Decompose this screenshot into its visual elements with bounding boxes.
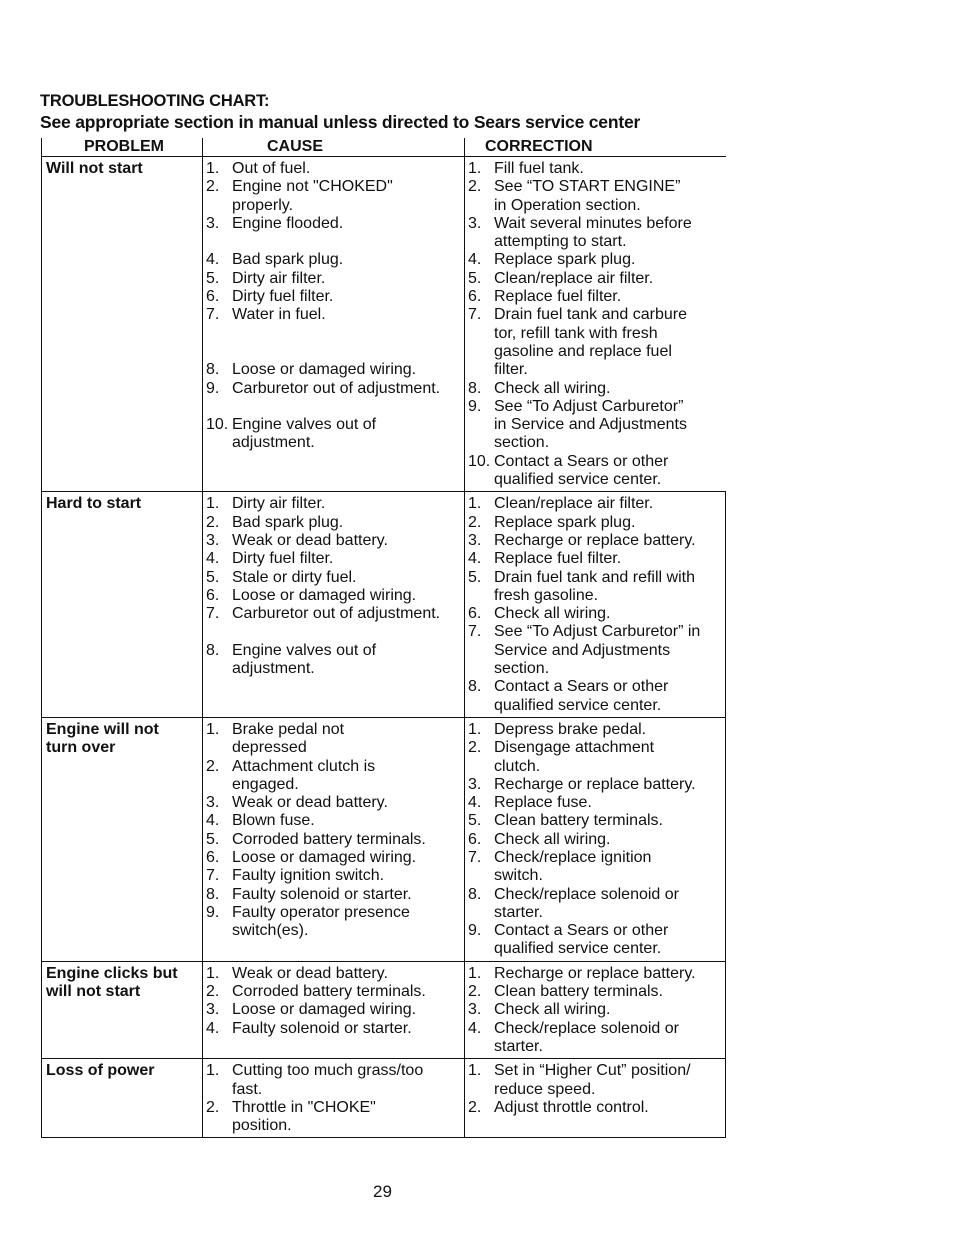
- item-text: Recharge or replace battery.: [494, 964, 696, 982]
- item-text: Disengage attachment clutch.: [494, 739, 655, 775]
- item-number: 4.: [468, 550, 482, 568]
- item-number: 3.: [468, 775, 482, 793]
- correction-item: [468, 270, 726, 288]
- item-text: Water in fuel.: [232, 306, 326, 324]
- item-text: Drain fuel tank and carbure tor, refill tank with fresh gasoline and replace fuel filter.: [494, 306, 687, 379]
- item-number: 4.: [468, 794, 482, 812]
- correction-item: [468, 550, 725, 568]
- item-number: 8.: [468, 885, 482, 903]
- header-problem: PROBLEM: [42, 138, 203, 157]
- item-number: 7.: [206, 306, 220, 324]
- item-text: Dirty fuel filter.: [232, 288, 334, 306]
- item-text: [232, 325, 464, 362]
- item-text: Check/replace ignition switch.: [494, 848, 652, 885]
- item-text: Wait several minutes before attempting to start.: [494, 214, 692, 251]
- item-number: 1.: [206, 1062, 220, 1080]
- problem-cell: [42, 1059, 203, 1138]
- table-row: [42, 1059, 726, 1138]
- item-number: 7.: [206, 867, 220, 885]
- correction-item: [468, 306, 726, 379]
- cause-item: [206, 416, 464, 453]
- item-text: Recharge or replace battery.: [494, 775, 696, 793]
- item-text: Contact a Sears or other qualified service center.: [494, 922, 669, 958]
- item-text: Set in “Higher Cut” position/ reduce speed.: [494, 1062, 691, 1098]
- item-text: Replace fuel filter.: [494, 288, 622, 306]
- correction-item: [468, 623, 725, 678]
- item-text: Clean battery terminals.: [494, 812, 663, 830]
- correction-item: [468, 514, 725, 532]
- cause-item: [206, 794, 464, 812]
- cause-item: [206, 215, 464, 233]
- correction-item: [468, 178, 726, 215]
- item-number: 1.: [468, 495, 482, 513]
- item-number: 2.: [206, 178, 220, 196]
- header-cause: CAUSE: [203, 138, 465, 157]
- page-title: TROUBLESHOOTING CHART:: [40, 92, 270, 110]
- item-text: Loose or damaged wiring.: [232, 848, 417, 866]
- correction-item: [468, 605, 725, 623]
- cause-item: [206, 904, 464, 941]
- cause-item: [206, 325, 464, 362]
- item-number: 4.: [206, 251, 220, 269]
- correction-item: [468, 532, 725, 550]
- item-text: Faulty operator presence switch(es).: [232, 903, 410, 940]
- correction-item: [468, 831, 725, 849]
- cause-item: [206, 306, 464, 324]
- item-text: Replace fuse.: [494, 794, 592, 812]
- correction-cell: [465, 961, 726, 1058]
- item-text: Bad spark plug.: [232, 251, 344, 269]
- correction-cell: [465, 1059, 726, 1138]
- cause-item: [206, 965, 464, 983]
- item-text: Clean/replace air filter.: [494, 495, 654, 513]
- problem-label: Hard to start: [46, 495, 142, 513]
- table-row: [42, 157, 726, 492]
- item-text: Weak or dead battery.: [232, 794, 388, 812]
- item-number: [206, 233, 232, 251]
- item-number: 2.: [468, 1098, 482, 1116]
- item-number: 2.: [468, 739, 482, 757]
- item-number: 1.: [206, 964, 220, 982]
- problem-label: Engine clicks but will not start: [46, 964, 178, 1001]
- item-number: 4.: [468, 1019, 482, 1037]
- cause-item: [206, 1099, 464, 1136]
- troubleshooting-table: [41, 138, 726, 1138]
- item-number: 1.: [468, 964, 482, 982]
- item-text: See “To Adjust Carburetor” in Service and Adjustments section.: [494, 623, 701, 678]
- correction-item: [468, 776, 725, 794]
- item-number: 1.: [206, 160, 220, 177]
- correction-cell: [465, 492, 726, 718]
- correction-item: [468, 288, 726, 306]
- item-text: Faulty solenoid or starter.: [232, 885, 412, 903]
- cause-item: [206, 233, 464, 251]
- item-number: 4.: [468, 251, 482, 269]
- table-row: [42, 717, 726, 961]
- problem-cell: [42, 157, 203, 492]
- item-text: Replace fuel filter.: [494, 550, 622, 568]
- cause-item: [206, 270, 464, 288]
- correction-item: [468, 678, 725, 715]
- cause-item: [206, 398, 464, 416]
- item-text: Check all wiring.: [494, 379, 611, 397]
- item-text: Corroded battery terminals.: [232, 830, 426, 848]
- item-number: 9.: [468, 397, 482, 415]
- item-number: 7.: [206, 605, 220, 623]
- correction-item: [468, 251, 726, 269]
- item-number: 9.: [206, 903, 220, 921]
- cause-item: [206, 721, 464, 758]
- item-text: starter.: [494, 1037, 543, 1055]
- item-text: Dirty air filter.: [232, 269, 326, 287]
- item-text: Adjust throttle control.: [494, 1098, 649, 1116]
- item-number: 1.: [206, 720, 220, 738]
- cause-item: [206, 361, 464, 379]
- item-text: Engine valves out of adjustment.: [232, 641, 377, 678]
- cause-item: [206, 178, 464, 215]
- correction-item: [468, 160, 726, 178]
- table-body: [42, 157, 726, 1138]
- item-number: 10.: [468, 452, 491, 470]
- correction-item: [468, 721, 725, 739]
- item-number: 7.: [468, 306, 482, 324]
- item-text: Contact a Sears or other qualified service center.: [494, 452, 669, 489]
- header-correction: CORRECTION: [465, 138, 726, 157]
- item-number: 2.: [468, 178, 482, 196]
- item-number: 5.: [468, 812, 482, 830]
- item-number: 2.: [468, 983, 482, 1001]
- item-text: Carburetor out of adjustment.: [232, 379, 441, 397]
- item-number: 8.: [206, 641, 220, 659]
- item-number: 6.: [468, 605, 482, 623]
- item-text: Dirty fuel filter.: [232, 550, 334, 568]
- item-number: 4.: [206, 812, 220, 830]
- item-text: Bad spark plug.: [232, 513, 344, 531]
- page-subtitle: See appropriate section in manual unless directed to Sears service center: [40, 112, 641, 132]
- item-number: 1.: [468, 1062, 482, 1080]
- item-number: 6.: [468, 830, 482, 848]
- item-number: 9.: [206, 379, 220, 397]
- item-number: 6.: [206, 848, 220, 866]
- item-number: 6.: [206, 288, 220, 306]
- cause-item: [206, 983, 464, 1001]
- cause-item: [206, 1020, 464, 1038]
- correction-item: [468, 739, 725, 776]
- item-number: 4.: [206, 550, 220, 568]
- item-number: 8.: [206, 361, 220, 379]
- correction-cell: [465, 717, 726, 961]
- item-number: 6.: [206, 586, 220, 604]
- problem-label: Engine will not turn over: [46, 720, 159, 757]
- item-number: 8.: [468, 678, 482, 696]
- cause-item: [206, 642, 464, 679]
- item-number: 3.: [206, 1001, 220, 1019]
- item-number: 3.: [206, 214, 220, 232]
- item-text: Carburetor out of adjustment.: [232, 605, 441, 623]
- cause-item: [206, 251, 464, 269]
- item-text: Loose or damaged wiring.: [232, 361, 417, 379]
- item-text: Replace spark plug.: [494, 251, 636, 269]
- cause-item: [206, 532, 464, 550]
- item-text: Drain fuel tank and refill with fresh gasoline.: [494, 568, 695, 604]
- item-text: Loose or damaged wiring.: [232, 1001, 417, 1019]
- cause-item: [206, 514, 464, 532]
- item-text: Corroded battery terminals.: [232, 983, 426, 1001]
- item-text: Check all wiring.: [494, 605, 611, 623]
- cause-item: [206, 605, 464, 642]
- correction-item: [468, 1099, 725, 1117]
- item-number: 2.: [206, 1098, 220, 1116]
- correction-item: [468, 965, 725, 983]
- item-text: Cutting too much grass/too fast.: [232, 1062, 424, 1098]
- item-number: 7.: [468, 623, 482, 641]
- correction-item: [468, 849, 725, 886]
- correction-item: [468, 886, 725, 923]
- item-number: 5.: [206, 269, 220, 287]
- table-row: [42, 492, 726, 718]
- cause-item: [206, 380, 464, 398]
- item-number: 1.: [206, 495, 220, 513]
- item-text: Check/replace solenoid or starter.: [494, 885, 679, 921]
- item-text: Brake pedal not depressed: [232, 720, 345, 757]
- item-number: 5.: [468, 568, 482, 586]
- item-number: [206, 398, 232, 416]
- correction-item: [468, 1001, 725, 1019]
- cause-cell: [203, 1059, 465, 1138]
- correction-item: [468, 495, 725, 513]
- correction-item: [468, 1038, 725, 1056]
- item-text: Blown fuse.: [232, 812, 315, 830]
- cause-cell: [203, 157, 465, 492]
- cause-cell: [203, 961, 465, 1058]
- correction-item: [468, 812, 725, 830]
- correction-item: [468, 380, 726, 398]
- cause-item: [206, 160, 464, 178]
- cause-item: [206, 886, 464, 904]
- item-text: Recharge or replace battery.: [494, 531, 696, 549]
- problem-label: Loss of power: [46, 1062, 155, 1080]
- cause-item: [206, 587, 464, 605]
- page-number: 29: [373, 1182, 392, 1201]
- item-text: Replace spark plug.: [494, 513, 636, 531]
- item-number: 3.: [468, 1001, 482, 1019]
- item-text: Out of fuel.: [232, 160, 311, 177]
- item-number: 3.: [468, 531, 482, 549]
- cause-item: [206, 849, 464, 867]
- item-text: Engine not "CHOKED" properly.: [232, 178, 393, 214]
- item-number: 3.: [206, 794, 220, 812]
- item-text: Check all wiring.: [494, 830, 611, 848]
- item-text: Dirty air filter.: [232, 495, 326, 513]
- cause-item: [206, 288, 464, 306]
- item-text: Fill fuel tank.: [494, 160, 584, 177]
- item-number: 1.: [468, 720, 482, 738]
- cause-cell: [203, 717, 465, 961]
- table-header-row: [42, 138, 726, 157]
- table-row: [42, 961, 726, 1058]
- item-number: 6.: [468, 288, 482, 306]
- item-number: 9.: [468, 922, 482, 940]
- item-text: Check/replace solenoid or: [494, 1019, 679, 1037]
- problem-cell: [42, 961, 203, 1058]
- correction-item: [468, 1062, 725, 1099]
- item-text: Depress brake pedal.: [494, 720, 647, 738]
- correction-item: [468, 983, 725, 1001]
- item-number: [468, 1038, 494, 1056]
- problem-cell: [42, 717, 203, 961]
- item-text: Throttle in "CHOKE" position.: [232, 1098, 376, 1135]
- item-text: Contact a Sears or other qualified service center.: [494, 678, 669, 714]
- item-number: 4.: [206, 1019, 220, 1037]
- item-text: Faulty solenoid or starter.: [232, 1019, 412, 1037]
- cause-item: [206, 550, 464, 568]
- item-number: [206, 325, 232, 362]
- item-number: 3.: [468, 214, 482, 232]
- item-text: Clean/replace air filter.: [494, 269, 654, 287]
- item-number: 3.: [206, 531, 220, 549]
- item-number: 2.: [206, 757, 220, 775]
- item-number: 5.: [206, 830, 220, 848]
- item-number: 2.: [206, 513, 220, 531]
- correction-cell: [465, 157, 726, 492]
- item-number: 7.: [468, 848, 482, 866]
- cause-item: [206, 569, 464, 587]
- item-number: 2.: [468, 513, 482, 531]
- item-text: Clean battery terminals.: [494, 983, 663, 1001]
- item-number: 8.: [206, 885, 220, 903]
- correction-item: [468, 215, 726, 252]
- cause-item: [206, 1062, 464, 1099]
- correction-item: [468, 794, 725, 812]
- item-text: Attachment clutch is engaged.: [232, 757, 376, 793]
- cause-cell: [203, 492, 465, 718]
- cause-item: [206, 812, 464, 830]
- cause-item: [206, 495, 464, 513]
- correction-item: [468, 1020, 725, 1038]
- item-text: Stale or dirty fuel.: [232, 568, 357, 586]
- item-text: Faulty ignition switch.: [232, 867, 385, 885]
- correction-item: [468, 922, 725, 959]
- item-text: [232, 398, 464, 416]
- item-text: Weak or dead battery.: [232, 964, 388, 982]
- item-number: 8.: [468, 379, 482, 397]
- item-number: 10.: [206, 416, 229, 434]
- item-text: [232, 233, 464, 251]
- correction-item: [468, 569, 725, 606]
- cause-item: [206, 758, 464, 795]
- item-text: Engine valves out of adjustment.: [232, 416, 377, 452]
- item-text: See “TO START ENGINE” in Operation section.: [494, 178, 681, 214]
- problem-label: Will not start: [46, 160, 143, 177]
- item-number: 5.: [206, 568, 220, 586]
- item-text: Engine flooded.: [232, 214, 344, 232]
- cause-item: [206, 1001, 464, 1019]
- correction-item: [468, 453, 726, 490]
- cause-item: [206, 867, 464, 885]
- item-text: See “To Adjust Carburetor” in Service and Adjustments section.: [494, 397, 687, 452]
- item-text: Check all wiring.: [494, 1001, 611, 1019]
- item-text: Loose or damaged wiring.: [232, 586, 417, 604]
- correction-item: [468, 398, 726, 453]
- problem-cell: [42, 492, 203, 718]
- item-number: 1.: [468, 160, 482, 177]
- item-number: 2.: [206, 983, 220, 1001]
- item-number: 5.: [468, 269, 482, 287]
- cause-item: [206, 831, 464, 849]
- item-text: Weak or dead battery.: [232, 531, 388, 549]
